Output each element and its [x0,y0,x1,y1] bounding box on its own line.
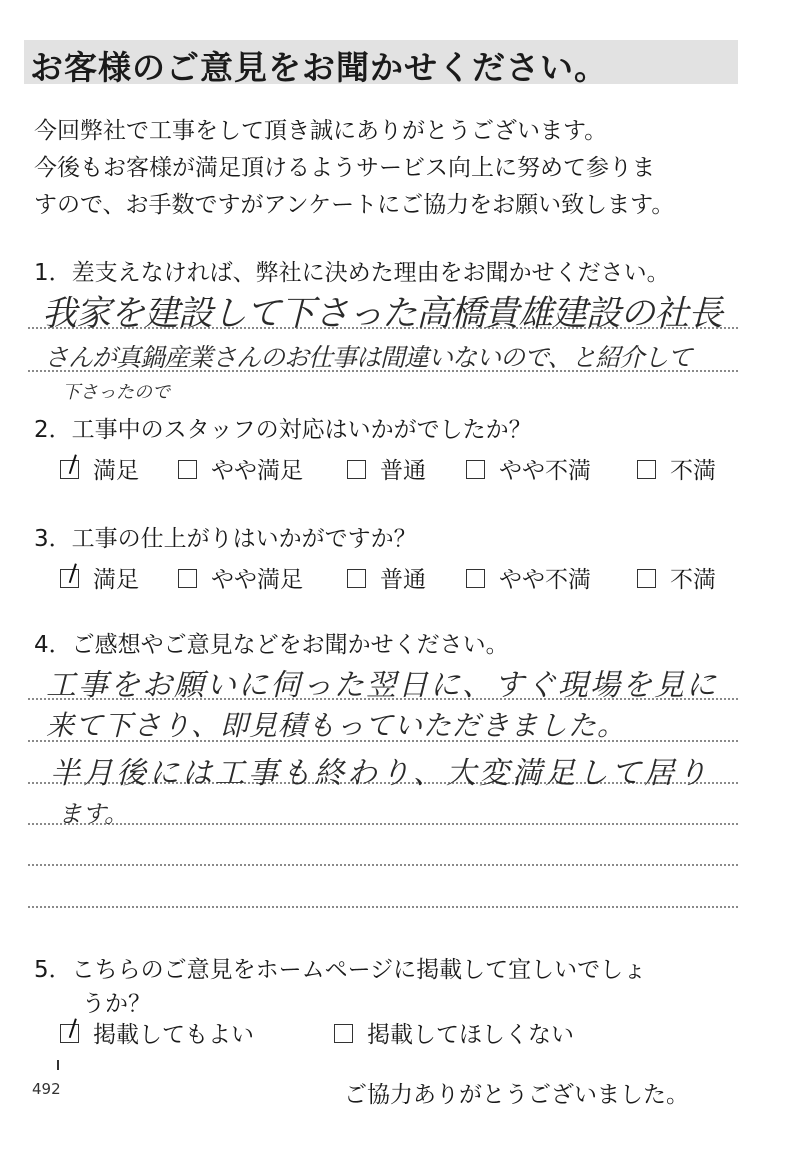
question-1-label: 1．差支えなければ、弊社に決めた理由をお聞かせください。 [34,260,670,286]
intro-line-2: 今後もお客様が満足頂けるようサービス向上に努めて参りま [34,155,655,181]
question-3-option-somewhat-satisfied[interactable] [178,561,303,594]
option-label: やや不満 [499,567,591,593]
question-1-answer-line-1: 我家を建設して下さった高橋貴雄建設の社長 [42,294,723,334]
checkbox[interactable] [637,460,656,479]
question-3-options [60,561,750,591]
option-label: やや満足 [211,567,303,593]
question-2-option-somewhat-dissatisfied[interactable] [466,452,591,485]
question-3-option-dissatisfied[interactable] [637,561,716,594]
question-3-option-neutral[interactable] [347,561,426,594]
question-5-option-disallow[interactable] [334,1016,574,1049]
checkbox[interactable] [637,569,656,588]
checkbox[interactable] [466,569,485,588]
intro-line-3: すので、お手数ですがアンケートにご協力をお願い致します。 [34,192,675,218]
question-4-answer-line-4: ます。 [58,800,129,828]
question-3-option-very-satisfied[interactable] [60,561,139,594]
question-1-answer-line-2: さんが真鍋産業さんのお仕事は間違いないので、と紹介して [44,343,692,372]
option-label: 満足 [93,567,139,593]
option-label: 普通 [380,567,426,593]
option-label: 満足 [93,458,139,484]
question-5-options [60,1016,750,1046]
option-label: やや満足 [211,458,303,484]
checkbox-checked[interactable] [60,569,79,588]
answer-line [28,906,738,908]
question-3-option-somewhat-dissatisfied[interactable] [466,561,591,594]
question-5-option-allow[interactable] [60,1016,254,1049]
question-2-label: 2．工事中のスタッフの対応はいかがでしたか？ [34,417,532,443]
option-label: 掲載してほしくない [367,1022,574,1048]
option-label: 普通 [380,458,426,484]
option-label: 不満 [670,567,716,593]
answer-line [28,823,738,825]
question-2-options [60,452,750,482]
checkbox[interactable] [178,460,197,479]
question-4-label: 4．ご感想やご意見などをお聞かせください。 [34,632,509,658]
checkbox[interactable] [347,460,366,479]
page-title: お客様のご意見をお聞かせください。 [30,48,608,87]
question-4-answer-line-2: 来て下さり、即見積もっていただきました。 [46,709,627,742]
option-label: やや不満 [499,458,591,484]
answer-line [28,864,738,866]
checkbox[interactable] [466,460,485,479]
pen-mark [57,1060,59,1070]
checkbox-checked[interactable] [60,460,79,479]
question-4-answer-line-3: 半月後には工事も終わり、大変満足して居り [50,756,710,791]
thanks-message: ご協力ありがとうございました。 [344,1082,689,1108]
checkbox[interactable] [347,569,366,588]
page-number: 492 [32,1080,61,1098]
checkbox[interactable] [334,1024,353,1043]
question-4-answer-line-1: 工事をお願いに伺った翌日に、すぐ現場を見に [46,668,718,703]
question-2-option-dissatisfied[interactable] [637,452,716,485]
option-label: 掲載してもよい [93,1022,254,1048]
question-2-option-neutral[interactable] [347,452,426,485]
option-label: 不満 [670,458,716,484]
question-1-answer-line-3: 下さったので [62,382,170,403]
checkbox-checked[interactable] [60,1024,79,1043]
checkbox[interactable] [178,569,197,588]
question-5-label-line-2: うか？ [82,991,151,1017]
question-3-label: 3．工事の仕上がりはいかがですか？ [34,526,417,552]
question-2-option-very-satisfied[interactable] [60,452,139,485]
question-2-option-somewhat-satisfied[interactable] [178,452,303,485]
intro-line-1: 今回弊社で工事をして頂き誠にありがとうございます。 [34,118,608,144]
question-5-label-line-1: 5．こちらのご意見をホームページに掲載して宜しいでしょ [34,957,647,983]
